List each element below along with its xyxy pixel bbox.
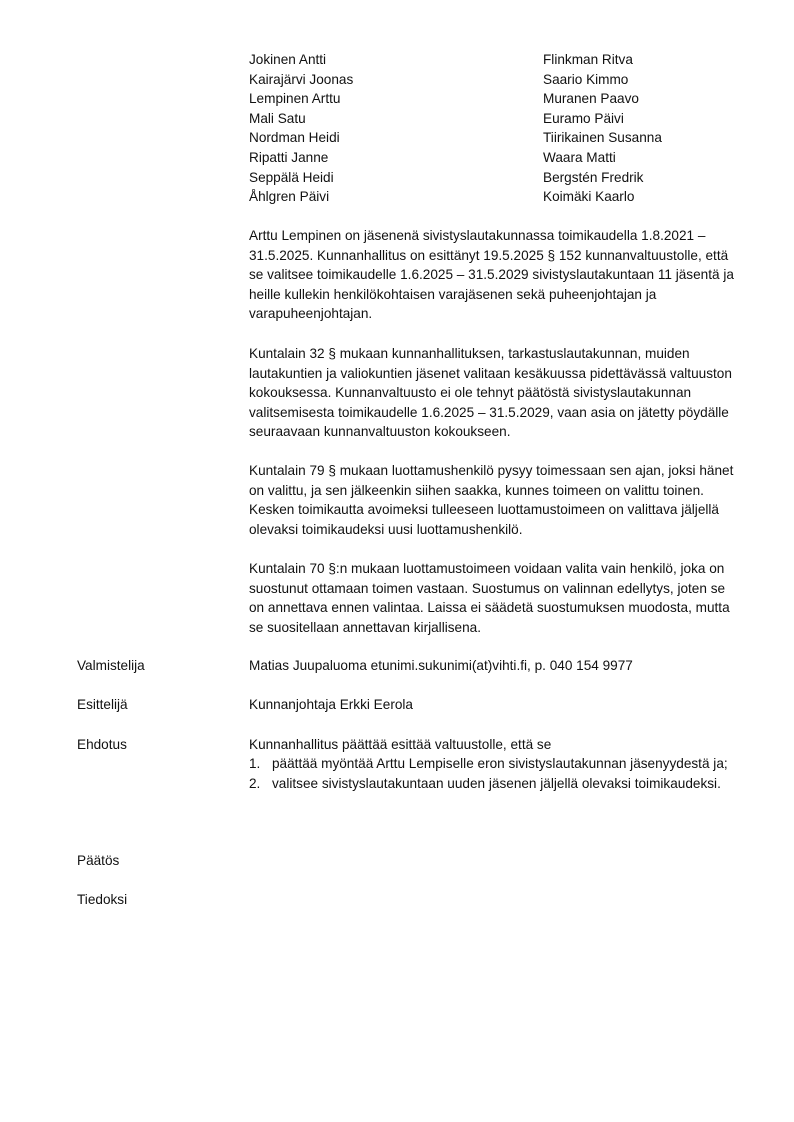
- member-row: [249, 89, 729, 109]
- paatos-label: Päätös: [77, 853, 120, 868]
- member-row: [249, 50, 729, 70]
- deputy-name: Flinkman Ritva: [543, 52, 633, 67]
- member-row: [249, 187, 729, 207]
- list-number: 2.: [249, 775, 261, 791]
- member-name: Kairajärvi Joonas: [249, 71, 354, 87]
- member-row: [249, 70, 729, 90]
- member-name: Ripatti Janne: [249, 149, 329, 165]
- deputy-name: Bergstén Fredrik: [543, 169, 644, 185]
- member-row: [249, 148, 729, 168]
- body-paragraph: Kuntalain 79 § mukaan luottamushenkilö pysyy toimessaan sen ajan, joksi hänet on valittu, ja sen jälkeenkin siihen saakka, kunnes toimeen on valittu toinen. Kesken toimikautta avoimeksi tulleeseen luottamustoimeen on valittava jäljellä olevaksi toimikaudeksi uusi luottamushenkilö.: [249, 463, 734, 537]
- member-name: Åhlgren Päivi: [249, 189, 330, 205]
- valmistelija-value: Matias Juupaluoma etunimi.sukunimi(at)vihti.fi, p. 040 154 9977: [249, 658, 633, 673]
- member-list: [249, 50, 729, 207]
- member-row: [249, 109, 729, 129]
- deputy-name: Muranen Paavo: [543, 91, 639, 107]
- ehdotus-list: [249, 754, 739, 793]
- list-text: päättää myöntää Arttu Lempiselle eron sivistyslautakunnan jäsenyydestä ja;: [272, 756, 728, 771]
- body-paragraph: Kuntalain 32 § mukaan kunnanhallituksen, tarkastuslautakunnan, muiden lautakuntien ja valiokuntien jäsenet valitaan kesäkuussa pidettävässä valtuuston kokouksessa. Kunnanvaltuusto ei ole tehnyt päätöstä sivistyslautakunnan valitsemisesta toimikaudelle 1.6.2025 – 31.5.2029, vaan asia on jätetty pöydälle seuraavaan kunnanvaltuuston kokoukseen.: [249, 346, 732, 440]
- esittelija-value: Kunnanjohtaja Erkki Eerola: [249, 697, 413, 712]
- member-name: Nordman Heidi: [249, 130, 340, 146]
- member-name: Seppälä Heidi: [249, 169, 334, 185]
- deputy-name: Waara Matti: [543, 149, 616, 165]
- list-item: [249, 754, 739, 774]
- member-name: Jokinen Antti: [249, 52, 327, 67]
- list-item: [249, 774, 739, 794]
- esittelija-label: Esittelijä: [77, 697, 128, 712]
- deputy-name: Euramo Päivi: [543, 110, 624, 126]
- list-text: valitsee sivistyslautakuntaan uuden jäsenen jäljellä olevaksi toimikaudeksi.: [272, 775, 721, 791]
- ehdotus-intro: Kunnanhallitus päättää esittää valtuustolle, että se: [249, 737, 552, 752]
- body-paragraph: Kuntalain 70 §:n mukaan luottamustoimeen voidaan valita vain henkilö, joka on suostunut ottamaan toimen vastaan. Suostumus on valinnan edellytys, joten se on annettava ennen valintaa. Laissa ei säädetä suostumuksen muodosta, mutta se suositellaan annettavan kirjallisena.: [249, 561, 730, 635]
- body-paragraph: Arttu Lempinen on jäsenenä sivistyslautakunnassa toimikaudella 1.8.2021 – 31.5.2025. Kunnanhallitus on esittänyt 19.5.2025 § 152 kunnanvaltuustolle, että se valitsee toimikaudelle 1.6.2025 – 31.5.2029 sivistyslautakuntaan 11 jäsentä ja heille kullekin henkilökohtaisen varajäsenen sekä puheenjohtajan ja varapuheenjohtajan.: [249, 228, 734, 322]
- member-row: [249, 128, 729, 148]
- member-name: Mali Satu: [249, 110, 306, 126]
- tiedoksi-label: Tiedoksi: [77, 892, 128, 907]
- ehdotus-label: Ehdotus: [77, 737, 127, 752]
- member-name: Lempinen Arttu: [249, 91, 341, 107]
- valmistelija-label: Valmistelija: [77, 658, 145, 673]
- deputy-name: Tiirikainen Susanna: [543, 130, 662, 146]
- deputy-name: Saario Kimmo: [543, 71, 629, 87]
- deputy-name: Koimäki Kaarlo: [543, 189, 635, 205]
- member-row: [249, 168, 729, 188]
- list-number: 1.: [249, 756, 261, 771]
